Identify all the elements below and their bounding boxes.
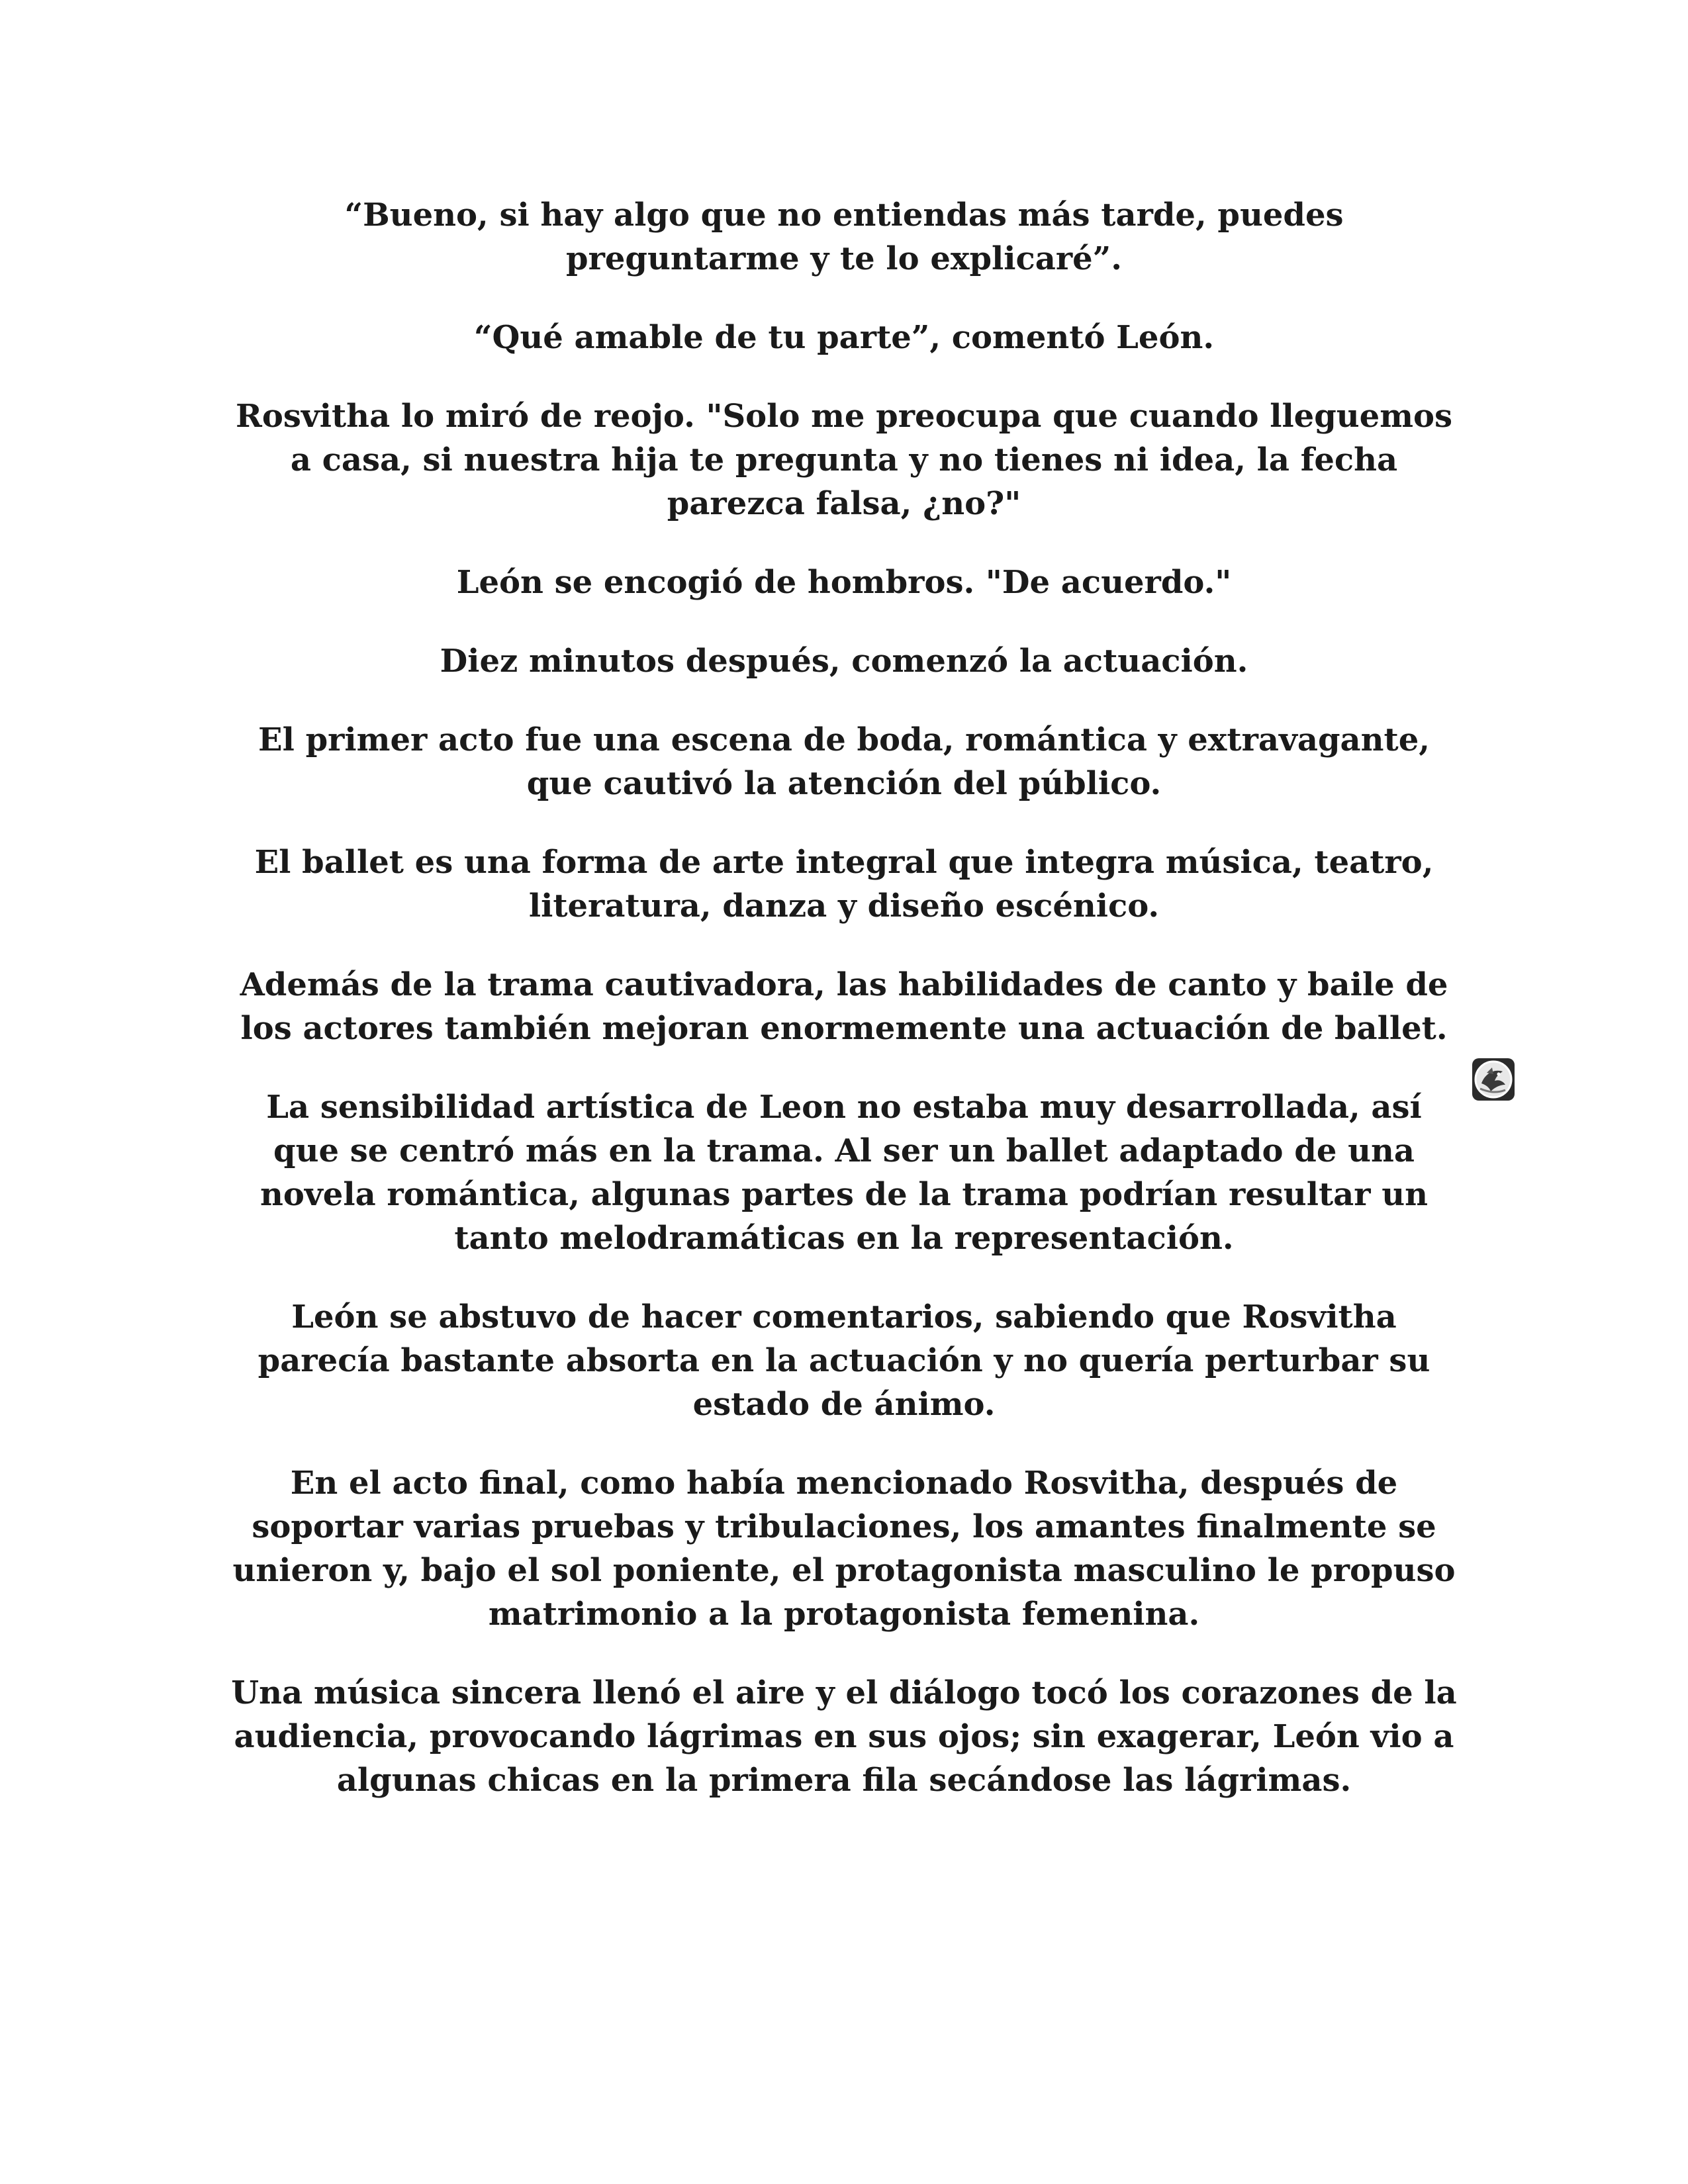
paragraph: Una música sincera llenó el aire y el diálogo tocó los corazones de la audiencia, provocando lágrimas en sus ojos; sin exagerar, León vio a algunas chicas en la primera fila secándose las lágrimas.: [231, 1674, 1457, 1799]
paragraph: Además de la trama cautivadora, las habilidades de canto y baile de los actores también mejoran enormemente una actuación de ballet.: [240, 966, 1448, 1047]
body-text: [228, 193, 1460, 1837]
paragraph: León se encogió de hombros. "De acuerdo.": [456, 564, 1232, 601]
paragraph: Diez minutos después, comenzó la actuación.: [440, 643, 1248, 680]
paragraph: “Bueno, si hay algo que no entiendas más tarde, puedes preguntarme y te lo explicaré”.: [344, 197, 1344, 277]
paragraph: El primer acto fue una escena de boda, romántica y extravagante, que cautivó la atención del público.: [258, 721, 1430, 802]
dragon-emblem-icon: [1472, 1058, 1515, 1101]
paragraph: El ballet es una forma de arte integral que integra música, teatro, literatura, danza y diseño escénico.: [254, 844, 1434, 925]
paragraph: La sensibilidad artística de Leon no estaba muy desarrollada, así que se centró más en la trama. Al ser un ballet adaptado de una novela romántica, algunas partes de la trama podrían resultar un tanto melodramáticas en la representación.: [259, 1089, 1429, 1257]
paragraph: Rosvitha lo miró de reojo. "Solo me preocupa que cuando lleguemos a casa, si nuestra hija te pregunta y no tienes ni idea, la fecha parezca falsa, ¿no?": [235, 398, 1453, 522]
paragraph: León se abstuvo de hacer comentarios, sabiendo que Rosvitha parecía bastante absorta en la actuación y no quería perturbar su estado de ánimo.: [258, 1298, 1430, 1423]
paragraph: En el acto final, como había mencionado Rosvitha, después de soportar varias pruebas y tribulaciones, los amantes finalmente se unieron y, bajo el sol poniente, el protagonista masculino le propuso matrimonio a la protagonista femenina.: [232, 1465, 1456, 1633]
paragraph: “Qué amable de tu parte”, comentó León.: [473, 319, 1215, 356]
